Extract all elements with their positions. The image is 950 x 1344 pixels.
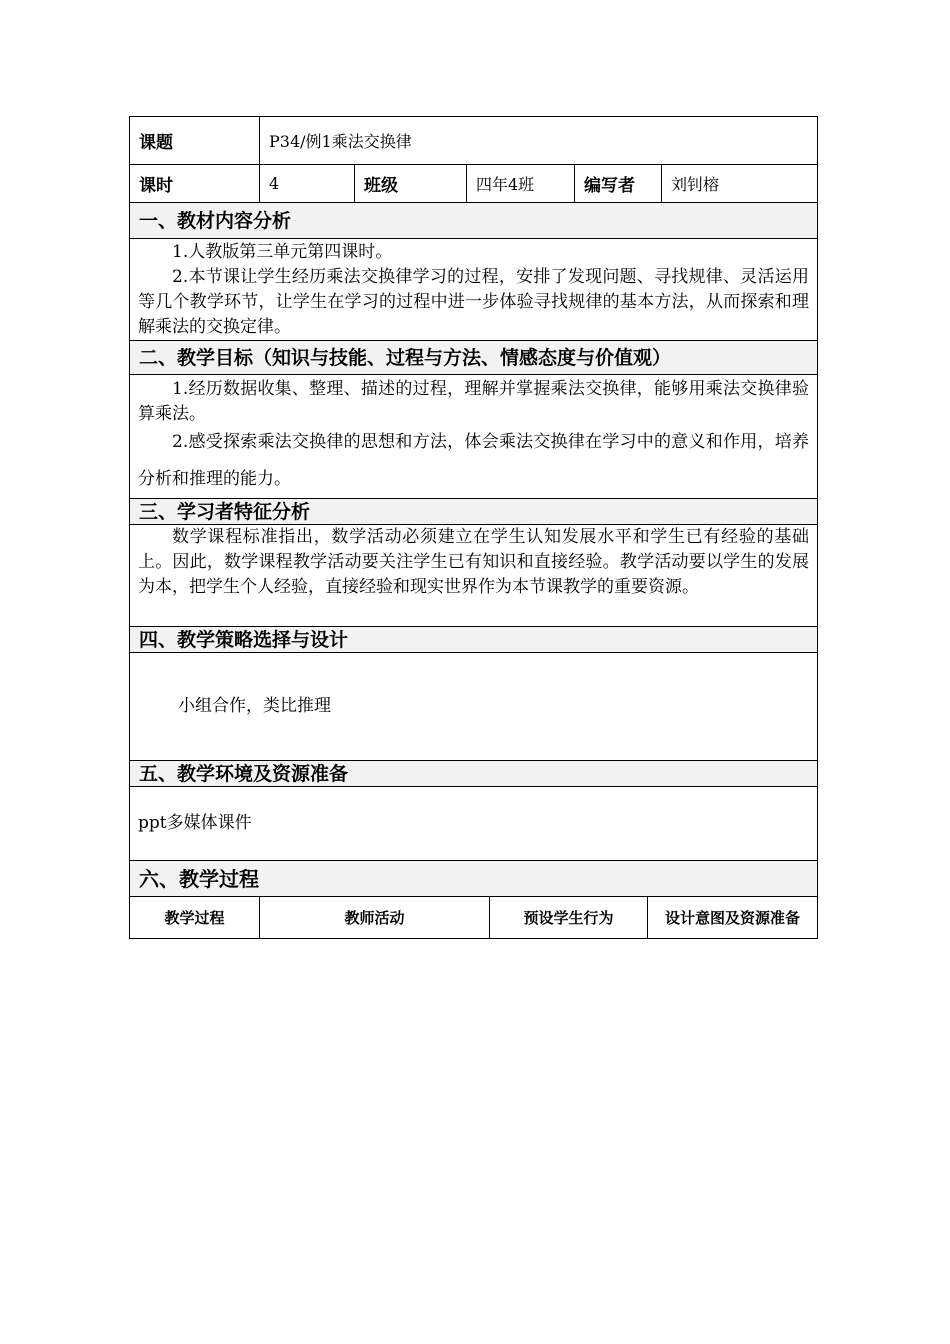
section-1-body [130, 239, 817, 341]
section-2-title: 二、教学目标（知识与技能、过程与方法、情感态度与价值观） [130, 341, 817, 374]
process-column-header: 教学过程 [130, 897, 260, 938]
subject-row [130, 117, 817, 165]
class-label: 班级 [355, 165, 467, 202]
subject-value: P34/例1乘法交换律 [269, 132, 412, 151]
section-2-header [130, 341, 817, 375]
lesson-plan-table [129, 116, 818, 939]
section-5-text: ppt多媒体课件 [138, 813, 252, 833]
section-1-paragraph: 1.人教版第三单元第四课时。 [172, 242, 393, 262]
section-5-body [130, 787, 817, 861]
info-row [130, 165, 817, 203]
section-1-title: 一、教材内容分析 [130, 203, 817, 238]
section-6-header [130, 861, 817, 897]
process-column-header: 教师活动 [260, 897, 490, 938]
process-header-row [130, 897, 817, 938]
process-column-header: 设计意图及资源准备 [664, 909, 800, 927]
class-value: 四年4班 [467, 165, 575, 202]
section-4-body [130, 653, 817, 761]
section-5-title: 五、教学环境及资源准备 [130, 761, 817, 786]
section-4-text: 小组合作，类比推理 [178, 696, 331, 716]
section-1-paragraph: 2.本节课让学生经历乘法交换律学习的过程，安排了发现问题、寻找规律、灵活运用等几个教学环节，让学生在学习的过程中进一步体验寻找规律的基本方法，从而探索和理解乘法的交换定律。 [138, 267, 809, 337]
subject-label: 课题 [130, 117, 260, 164]
section-6-title: 六、教学过程 [130, 861, 817, 896]
section-2-paragraph: 1.经历数据收集、整理、描述的过程，理解并掌握乘法交换律，能够用乘法交换律验算乘法。 [138, 379, 809, 424]
section-2-body [130, 375, 817, 499]
author-label: 编写者 [575, 165, 662, 202]
section-5-header [130, 761, 817, 787]
section-4-title: 四、教学策略选择与设计 [130, 627, 817, 652]
section-1-header [130, 203, 817, 239]
author-value: 刘钊榕 [671, 175, 720, 194]
section-3-body [130, 525, 817, 627]
section-3-title: 三、学习者特征分析 [130, 499, 817, 524]
period-label: 课时 [130, 165, 260, 202]
section-3-paragraph: 数学课程标准指出，数学活动必须建立在学生认知发展水平和学生已有经验的基础上。因此，数学课程教学活动要关注学生已有知识和直接经验。教学活动要以学生的发展为本，把学生个人经验，直接经验和现实世界作为本节课教学的重要资源。 [138, 527, 809, 597]
section-3-header [130, 499, 817, 525]
section-2-paragraph: 2.感受探索乘法交换律的思想和方法，体会乘法交换律在学习中的意义和作用，培养分析和推理的能力。 [138, 432, 809, 489]
period-value: 4 [260, 165, 355, 202]
process-column-header: 预设学生行为 [490, 897, 648, 938]
section-4-header [130, 627, 817, 653]
